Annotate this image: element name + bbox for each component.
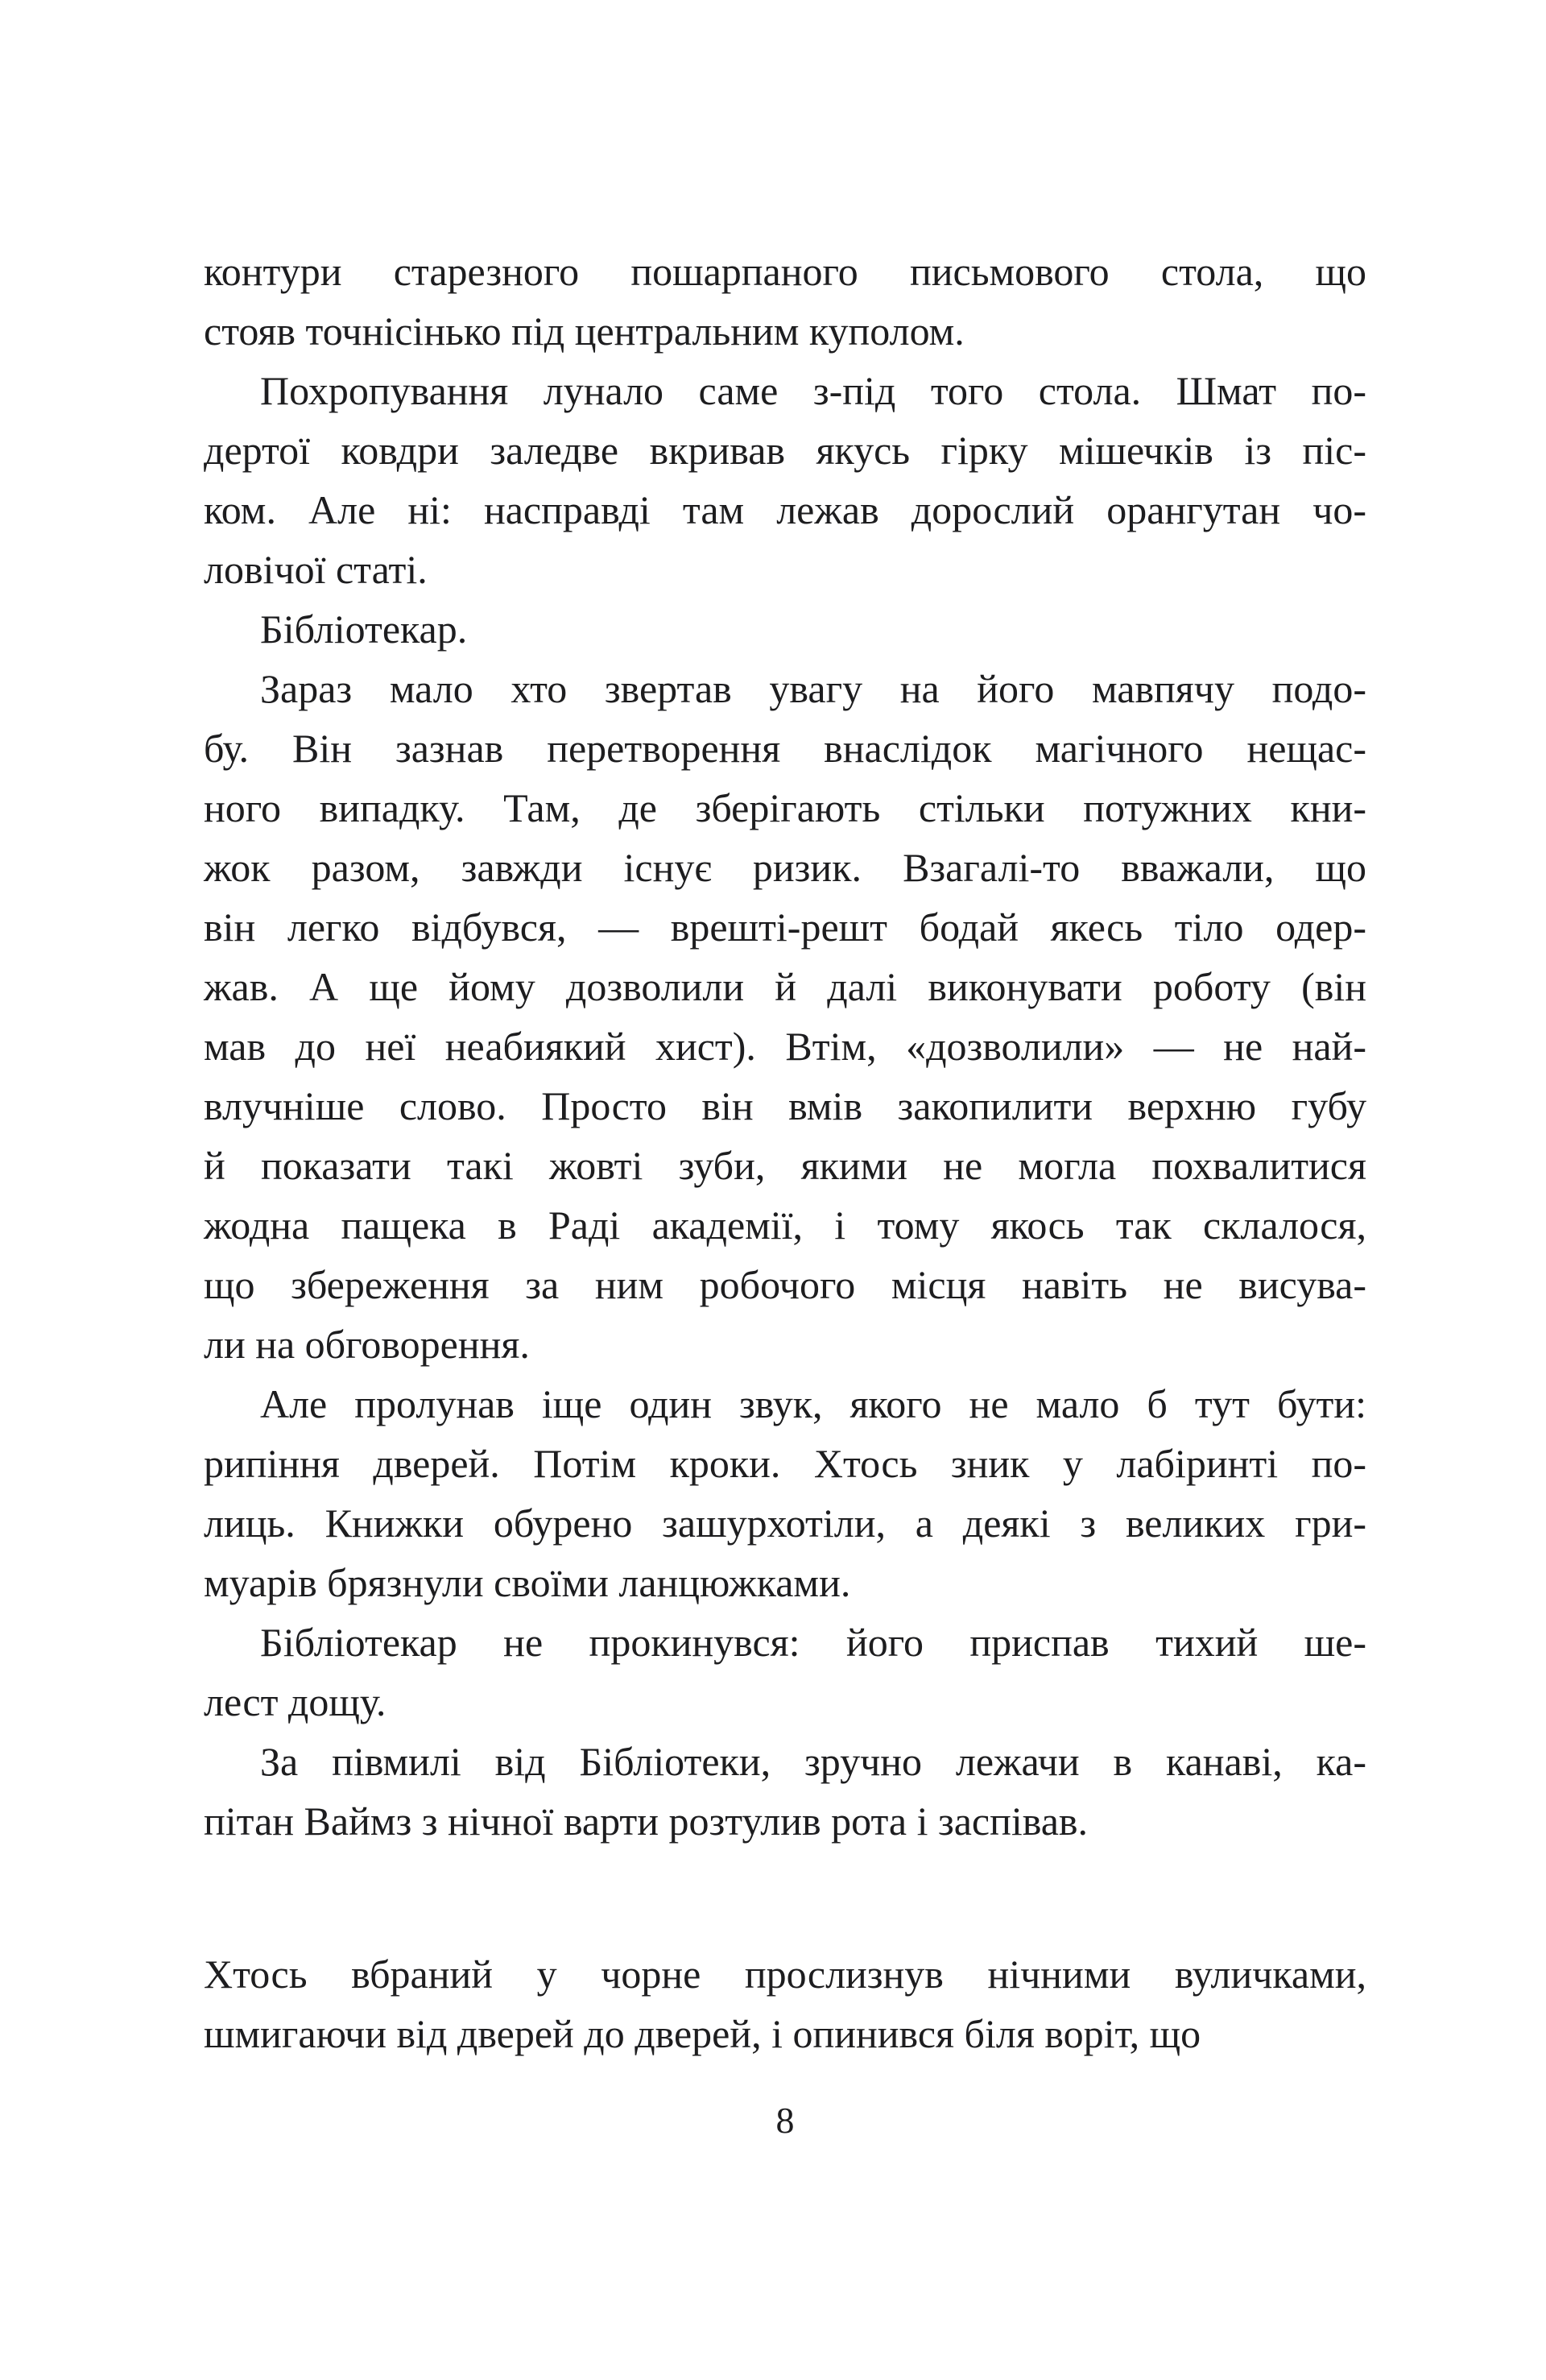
text-line: дертої ковдри заледве вкривав якусь гірку мішечків із піс- xyxy=(204,428,1366,473)
text-line: жодна пащека в Раді академії, і тому якось так склалося, xyxy=(204,1202,1366,1248)
text-line: Похропування лунало саме з-під того стола. Шмат по- xyxy=(260,368,1366,413)
text-line: жок разом, завжди існує ризик. Взагалі-то вважали, що xyxy=(204,845,1366,890)
paragraph xyxy=(204,599,1366,659)
paragraph xyxy=(204,242,1366,361)
text-line: влучніше слово. Просто він вмів закопилити верхню губу xyxy=(204,1083,1366,1128)
page-number: 8 xyxy=(775,2100,795,2141)
text-line: Бібліотекар не прокинувся: його приспав тихий ше- xyxy=(260,1620,1366,1665)
text-line: що збереження за ним робочого місця навіть не висува- xyxy=(204,1262,1366,1307)
text-line: Бібліотекар. xyxy=(260,606,468,652)
text-line: пітан Ваймз з нічної варти розтулив рота і заспівав. xyxy=(204,1798,1089,1844)
text-line: лиць. Книжки обурено зашурхотіли, а деякі з великих гри- xyxy=(204,1500,1366,1546)
text-line: муарів брязнули своїми ланцюжками. xyxy=(204,1560,851,1605)
text-line: ли на обговорення. xyxy=(204,1322,530,1367)
text-line: ловічої статі. xyxy=(204,547,428,592)
text-line: Але пролунав іще один звук, якого не мало б тут бути: xyxy=(260,1381,1366,1426)
page-text-block xyxy=(204,242,1366,2063)
paragraph xyxy=(204,1944,1366,2063)
text-line: рипіння дверей. Потім кроки. Хтось зник у лабіринті по- xyxy=(204,1441,1366,1486)
paragraph xyxy=(204,361,1366,599)
text-line: й показати такі жовті зуби, якими не могла похвалитися xyxy=(204,1143,1366,1188)
text-line: жав. А ще йому дозволили й далі виконувати роботу (він xyxy=(204,964,1366,1009)
text-line: контури старезного пошарпаного письмового стола, що xyxy=(204,249,1366,294)
text-line: мав до неї неабиякий хист). Втім, «дозволили» — не най- xyxy=(204,1024,1366,1069)
text-line: шмигаючи від дверей до дверей, і опинився біля воріт, що xyxy=(204,2011,1201,2056)
text-line: він легко відбувся, — врешті-решт бодай якесь тіло одер- xyxy=(204,904,1366,950)
text-line: лест дощу. xyxy=(204,1679,386,1724)
page-footer xyxy=(204,2102,1366,2139)
text-line: стояв точнісінько під центральним куполом. xyxy=(204,308,965,354)
paragraph xyxy=(204,1732,1366,1851)
text-line: Хтось вбраний у чорне прослизнув нічними вуличками, xyxy=(204,1952,1366,1997)
text-line: ком. Але ні: насправді там лежав дорослий орангутан чо- xyxy=(204,487,1366,532)
paragraph xyxy=(204,659,1366,1374)
paragraph xyxy=(204,1612,1366,1732)
paragraph xyxy=(204,1374,1366,1612)
text-line: ного випадку. Там, де зберігають стільки потужних кни- xyxy=(204,785,1366,830)
text-line: бу. Він зазнав перетворення внаслідок магічного нещас- xyxy=(204,726,1366,771)
text-line: Зараз мало хто звертав увагу на його мавпячу подо- xyxy=(260,666,1366,711)
text-line: За півмилі від Бібліотеки, зручно лежачи в канаві, ка- xyxy=(260,1739,1366,1784)
